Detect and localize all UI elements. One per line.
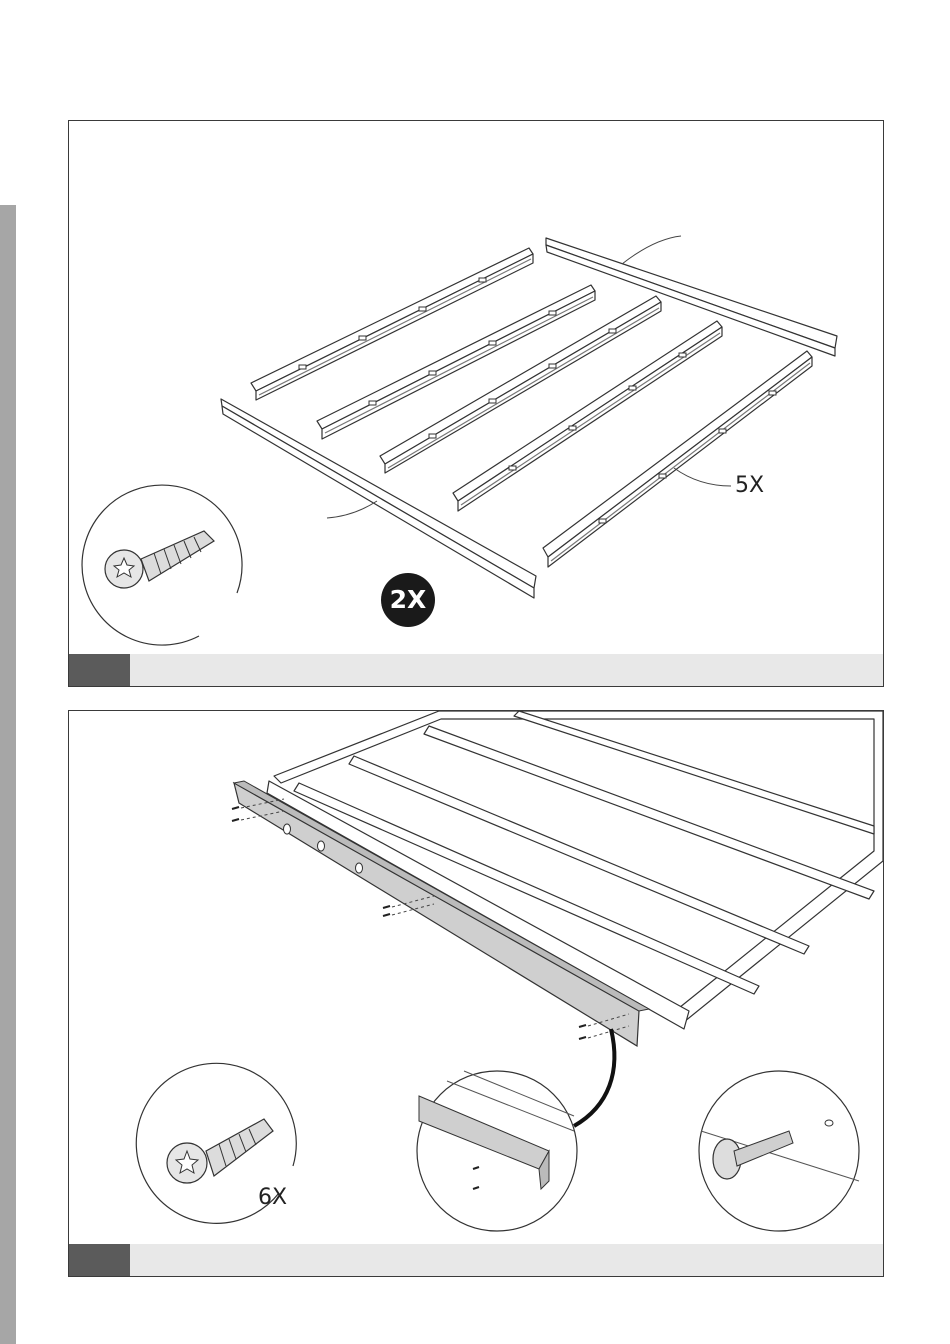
screw-into-hole-detail-circle [699, 1071, 859, 1231]
side-rail [221, 399, 536, 598]
step-1-footer-bar [69, 654, 883, 686]
page-edge-strip [0, 205, 16, 1344]
step-number-block [69, 654, 130, 686]
step-2-illustration [69, 711, 883, 1276]
leader-line [674, 468, 731, 486]
detail-arrow [574, 1029, 614, 1126]
leader-line [327, 501, 377, 518]
flange-alignment-detail-circle [417, 1071, 577, 1231]
leader-line [622, 236, 681, 264]
step-2-footer-bar [69, 1244, 883, 1276]
frame-rail-quantity: 5X [735, 473, 765, 498]
step-number-block [69, 1244, 130, 1276]
screw-quantity: 6X [258, 1185, 288, 1210]
step-panel-2 [68, 710, 884, 1277]
frame-rail [251, 248, 533, 400]
screw-detail-circle [82, 485, 242, 645]
frame-rail [514, 711, 874, 834]
step-1-illustration [69, 121, 883, 686]
self-drilling-screw-icon [105, 531, 214, 588]
step-panel-1 [68, 120, 884, 687]
self-drilling-screw-icon [167, 1119, 273, 1183]
side-rail-quantity-badge: 2X [381, 573, 435, 627]
frame-rail [543, 351, 812, 567]
